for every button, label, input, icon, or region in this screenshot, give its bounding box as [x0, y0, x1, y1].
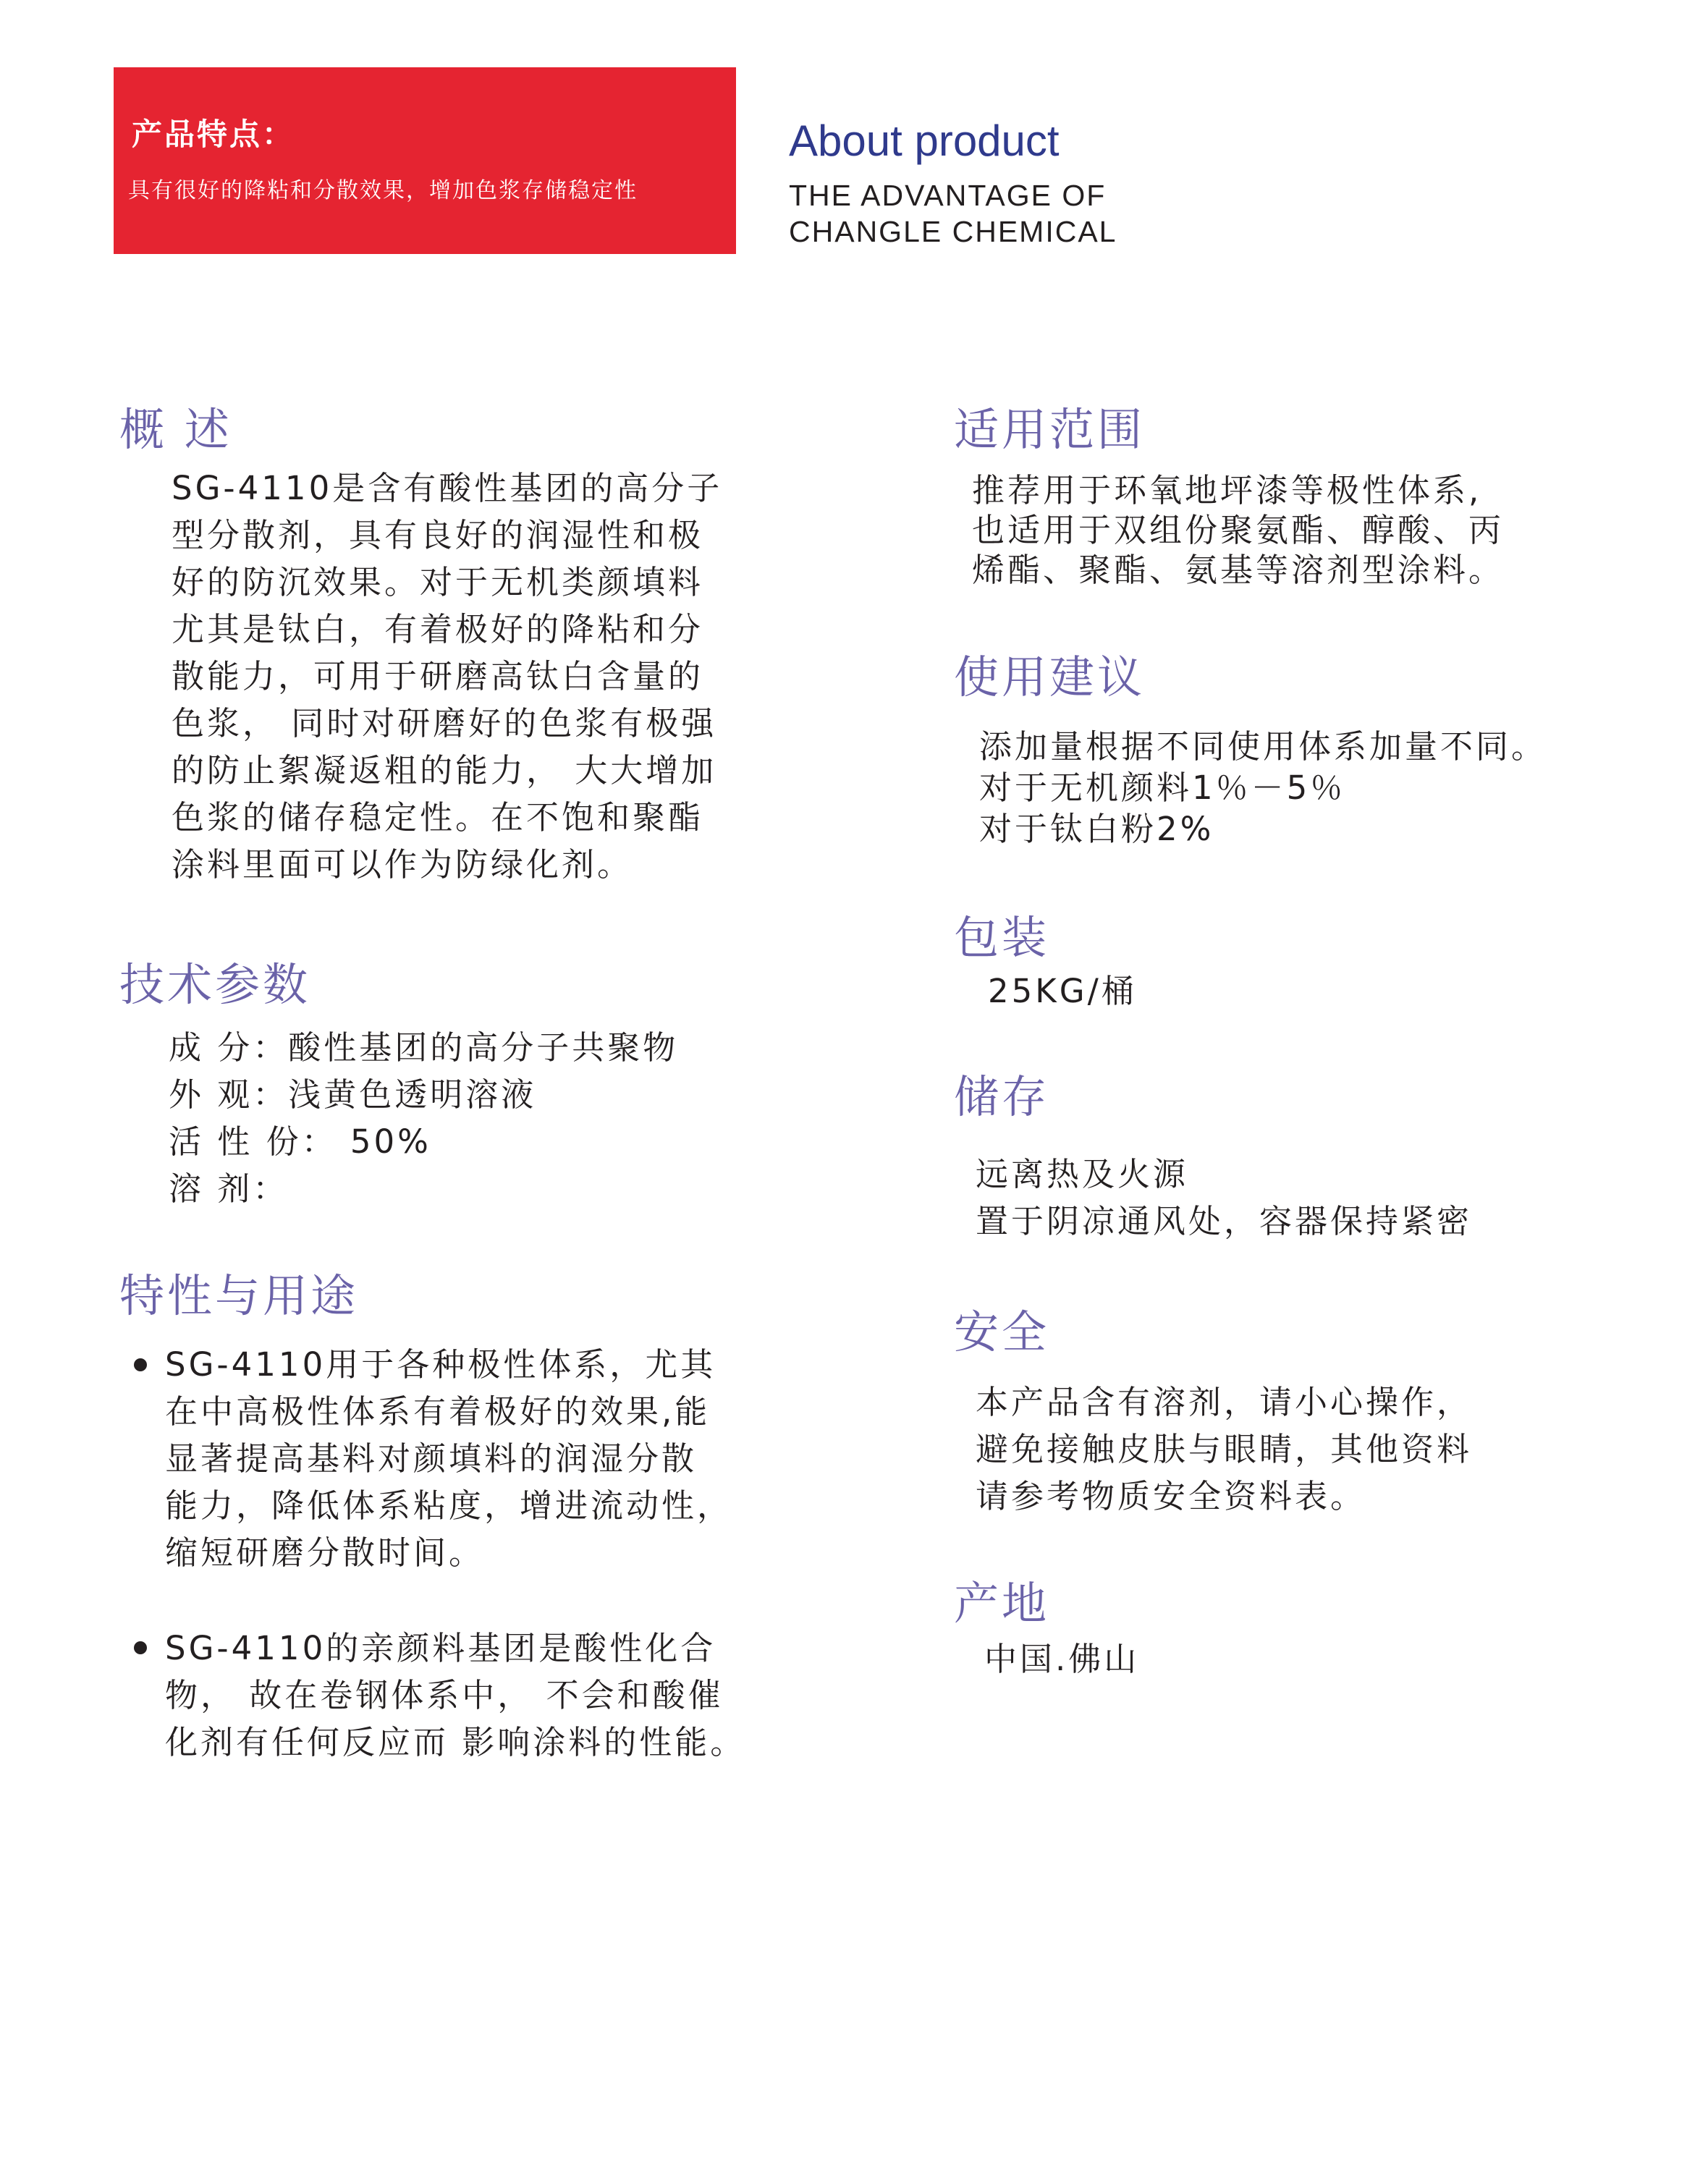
- feature-bullet-2: [165, 1625, 745, 1766]
- features-heading: 特性与用途: [119, 1269, 359, 1322]
- about-product-block: [789, 119, 1117, 250]
- text-line: 对于无机颜料1％－5％: [979, 769, 1346, 807]
- text-line: 避免接触皮肤与眼睛，其他资料: [976, 1430, 1473, 1468]
- feature-bullet-1: [165, 1341, 732, 1576]
- storage-text: [976, 1151, 1472, 1245]
- text-line: 的防止絮凝返粗的能力， 大大增加: [172, 751, 717, 790]
- text-line: SG-4110用于各种极性体系，尤其: [165, 1345, 716, 1384]
- text-line: 显著提高基料对颜填料的润湿分散: [165, 1439, 698, 1478]
- bullet-icon: [134, 1641, 147, 1654]
- text-line: 添加量根据不同使用体系加量不同。: [979, 727, 1547, 766]
- about-line-1: THE ADVANTAGE OF: [789, 179, 1107, 212]
- text-line: 化剂有任何反应而 影响涂料的性能。: [165, 1723, 746, 1761]
- text-line: 推荐用于环氧地坪漆等极性体系,: [972, 471, 1482, 509]
- scope-heading: 适用范围: [954, 403, 1146, 456]
- about-title: About product: [789, 117, 1060, 165]
- text-line: 本产品含有溶剂，请小心操作，: [976, 1383, 1473, 1421]
- text-line: SG-4110的亲颜料基团是酸性化合: [165, 1629, 716, 1667]
- product-features-banner: [114, 67, 736, 254]
- specs-text: [169, 1024, 678, 1212]
- overview-text: [172, 465, 722, 888]
- about-line-2: CHANGLE CHEMICAL: [789, 215, 1117, 248]
- origin-heading: 产地: [954, 1577, 1050, 1630]
- overview-heading: 概 述: [119, 403, 232, 456]
- usage-heading: 使用建议: [954, 651, 1146, 703]
- spec-composition: 成 分：酸性基团的高分子共聚物: [169, 1028, 679, 1067]
- text-line: 也适用于双组份聚氨酯、醇酸、丙: [972, 511, 1505, 549]
- text-line: 缩短研磨分散时间。: [165, 1533, 485, 1572]
- text-line: 型分散剂，具有良好的润湿性和极: [172, 516, 704, 554]
- text-line: SG-4110是含有酸性基团的高分子: [172, 469, 723, 507]
- storage-heading: 储存: [954, 1070, 1050, 1123]
- text-line: 能力，降低体系粘度，增进流动性，: [165, 1486, 733, 1525]
- text-line: 置于阴凉通风处，容器保持紧密: [976, 1202, 1473, 1240]
- text-line: 好的防沉效果。对于无机类颜填料: [172, 563, 704, 601]
- text-line: 远离热及火源: [976, 1155, 1189, 1193]
- text-line: 涂料里面可以作为防绿化剂。: [172, 845, 633, 884]
- spec-solvent: 溶 剂：: [169, 1169, 289, 1208]
- usage-text: [979, 726, 1547, 850]
- spec-active-content: 活 性 份： 50%: [169, 1122, 431, 1161]
- specs-heading: 技术参数: [119, 958, 311, 1011]
- text-line: 烯酯、聚酯、氨基等溶剂型涂料。: [972, 551, 1505, 589]
- spec-appearance: 外 观：浅黄色透明溶液: [169, 1075, 537, 1114]
- scope-text: [972, 470, 1504, 590]
- text-line: 物， 故在卷钢体系中， 不会和酸催: [165, 1676, 724, 1714]
- text-line: 对于钛白粉2%: [979, 810, 1214, 848]
- banner-title: 产品特点：: [132, 117, 295, 152]
- packing-text: 25KG/桶: [988, 972, 1137, 1010]
- text-line: 在中高极性体系有着极好的效果,能: [165, 1392, 711, 1431]
- text-line: 色浆的储存稳定性。在不饱和聚酯: [172, 798, 704, 837]
- text-line: 尤其是钛白，有着极好的降粘和分: [172, 610, 704, 648]
- bullet-icon: [134, 1358, 147, 1371]
- origin-text: 中国.佛山: [984, 1640, 1140, 1678]
- safety-heading: 安全: [954, 1305, 1050, 1358]
- safety-text: [976, 1379, 1472, 1520]
- text-line: 散能力，可用于研磨高钛白含量的: [172, 657, 704, 695]
- text-line: 请参考物质安全资料表。: [976, 1477, 1366, 1515]
- packing-heading: 包装: [954, 911, 1050, 964]
- text-line: 色浆， 同时对研磨好的色浆有极强: [172, 704, 717, 742]
- banner-subtitle: 具有很好的降粘和分散效果，增加色浆存储稳定性: [128, 178, 638, 203]
